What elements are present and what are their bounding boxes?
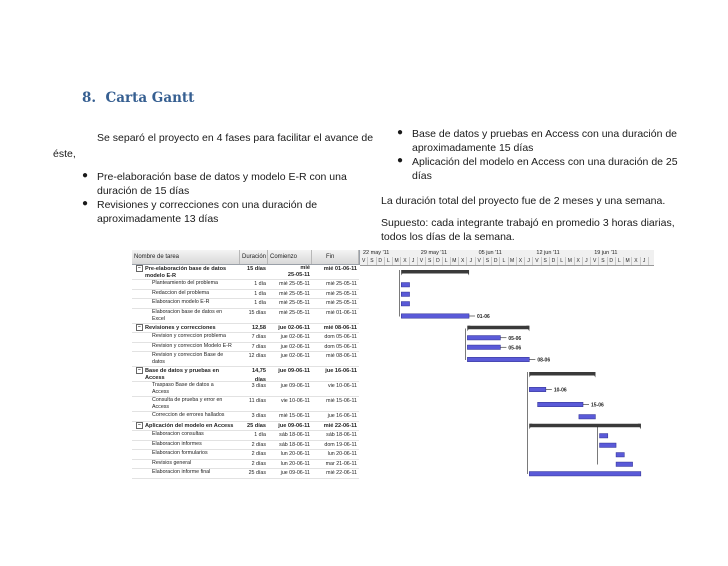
task-start: jue 02-06-11 bbox=[280, 334, 310, 340]
task-name-text: Planteamiento del problema bbox=[152, 280, 218, 286]
task-duration: 2 días bbox=[251, 451, 266, 457]
task-name-text: modelo E-R bbox=[145, 272, 177, 279]
task-end: dom 05-06-11 bbox=[324, 343, 357, 350]
task-name bbox=[132, 299, 240, 308]
gantt-task-row bbox=[132, 382, 359, 397]
gantt-chart bbox=[132, 250, 654, 566]
task-name-text: datos bbox=[152, 359, 165, 365]
gantt-timeline bbox=[360, 250, 654, 566]
gantt-task-row bbox=[132, 450, 359, 460]
task-duration: 25 días bbox=[247, 422, 266, 429]
day-label: M bbox=[566, 257, 574, 265]
task-bar bbox=[616, 462, 633, 466]
right-bullet-2-line-1: Aplicación del modelo en Access con una duración de 25 bbox=[412, 156, 678, 168]
task-name-text: Traspaso Base de datos a bbox=[152, 382, 214, 388]
task-start: mié 15-06-11 bbox=[279, 413, 310, 419]
week-label: 12 jun '11 bbox=[536, 250, 560, 256]
task-name bbox=[132, 397, 240, 411]
day-label: X bbox=[517, 257, 525, 265]
task-duration: 7 días bbox=[251, 343, 266, 350]
day-label: J bbox=[467, 257, 475, 265]
day-label: X bbox=[401, 257, 409, 265]
task-name-text: Elaboracion informes bbox=[152, 440, 202, 447]
task-name bbox=[132, 343, 240, 352]
header-start: Comienzo bbox=[268, 250, 312, 264]
day-label: X bbox=[575, 257, 583, 265]
task-name bbox=[132, 450, 240, 459]
day-label: J bbox=[583, 257, 591, 265]
milestone-label: 05-06 bbox=[508, 335, 522, 342]
day-label: D bbox=[608, 257, 616, 265]
gantt-summary-row bbox=[132, 324, 359, 334]
task-start: lun 20-06-11 bbox=[280, 460, 310, 467]
task-name-text: Revisios general bbox=[152, 459, 192, 466]
task-name bbox=[132, 290, 240, 299]
gantt-task-row bbox=[132, 309, 359, 324]
day-label: M bbox=[624, 257, 632, 265]
task-bar bbox=[529, 472, 641, 476]
day-label: J bbox=[641, 257, 649, 265]
bullet-dot: ● bbox=[82, 198, 89, 209]
task-duration: 2 días bbox=[251, 441, 266, 448]
gantt-task-row bbox=[132, 343, 359, 353]
gantt-summary-row bbox=[132, 422, 359, 432]
task-end: dom 05-06-11 bbox=[324, 334, 357, 340]
right-bullet-1-line-2: aproximadamente 15 días bbox=[412, 142, 534, 154]
task-start: mié 25-05-11 bbox=[279, 300, 310, 306]
task-end: vie 10-06-11 bbox=[327, 383, 357, 389]
task-name bbox=[132, 412, 240, 421]
task-name-text: Correccion de errores hallados bbox=[152, 412, 225, 418]
week-label: 29 may '11 bbox=[420, 250, 448, 256]
task-name bbox=[132, 324, 240, 333]
task-duration: 1 día bbox=[254, 281, 266, 287]
task-start: mié 25-05-11 bbox=[279, 309, 310, 316]
day-label: L bbox=[385, 257, 393, 265]
task-start: lun 20-06-11 bbox=[280, 451, 310, 457]
task-bar bbox=[401, 314, 469, 318]
task-name-text: Elaboracion formularios bbox=[152, 450, 208, 456]
task-name-text: Access bbox=[145, 374, 165, 381]
task-name-text: Elaboracion base de datos en bbox=[152, 308, 223, 315]
day-label: S bbox=[542, 257, 550, 265]
intro-line-2: éste, bbox=[53, 148, 76, 160]
day-label: V bbox=[591, 257, 599, 265]
left-bullet-2-line-2: aproximadamente 13 días bbox=[97, 213, 219, 225]
gantt-table-header bbox=[132, 250, 359, 265]
task-duration: 11 días bbox=[249, 398, 266, 404]
section-title: Carta Gantt bbox=[105, 90, 195, 106]
task-start: mié 25-05-11 bbox=[279, 290, 310, 297]
task-duration: 7 días bbox=[251, 334, 266, 340]
task-start: jue 09-06-11 bbox=[278, 368, 310, 374]
task-duration: 1 día bbox=[254, 432, 266, 438]
gantt-task-row bbox=[132, 441, 359, 451]
task-name bbox=[132, 382, 240, 396]
day-label: X bbox=[459, 257, 467, 265]
task-bar bbox=[600, 443, 617, 447]
right-bullet-1-line-1: Base de datos y pruebas en Access con una duración de bbox=[412, 128, 678, 140]
task-end: dom 19-06-11 bbox=[324, 441, 357, 448]
task-name bbox=[132, 265, 240, 279]
bullet-dot: ● bbox=[397, 127, 404, 138]
task-name-text: Access bbox=[152, 404, 170, 410]
gantt-task-row bbox=[132, 412, 359, 422]
day-label: L bbox=[558, 257, 566, 265]
task-end: mié 25-05-11 bbox=[326, 300, 357, 306]
left-bullet-1-line-1: Pre-elaboración base de datos y modelo E-R con una bbox=[97, 171, 347, 183]
task-end: mié 08-06-11 bbox=[323, 324, 357, 331]
task-duration: 2 días bbox=[251, 460, 266, 467]
total-duration-text: La duración total del proyecto fue de 2 meses y una semana. bbox=[381, 195, 666, 207]
left-bullet-2-line-1: Revisiones y correcciones con una duración de bbox=[97, 199, 318, 211]
header-end: Fin bbox=[312, 250, 359, 264]
assumption-line-2: todos los días de la semana. bbox=[381, 231, 515, 243]
task-duration: 3 días bbox=[251, 413, 266, 419]
day-label: D bbox=[377, 257, 385, 265]
task-bar bbox=[579, 415, 596, 419]
gantt-summary-row bbox=[132, 367, 359, 382]
task-end: jue 16-06-11 bbox=[327, 413, 357, 419]
task-duration: 3 días bbox=[251, 383, 266, 389]
task-start: jue 09-06-11 bbox=[278, 422, 310, 429]
task-name-text: Base de datos y pruebas en bbox=[145, 367, 219, 374]
gantt-summary-row bbox=[132, 265, 359, 280]
task-duration: 25 días bbox=[248, 470, 266, 476]
gantt-task-table bbox=[132, 250, 360, 476]
task-duration: 1 día bbox=[254, 290, 266, 297]
day-label: L bbox=[616, 257, 624, 265]
day-label: V bbox=[360, 257, 368, 265]
task-end: mié 08-06-11 bbox=[326, 353, 357, 359]
task-duration: 14,75 días bbox=[252, 368, 266, 381]
gantt-task-row bbox=[132, 280, 359, 290]
collapse-icon: − bbox=[136, 265, 143, 272]
day-label: S bbox=[484, 257, 492, 265]
task-end: mié 25-05-11 bbox=[326, 281, 357, 287]
task-end: mié 22-06-11 bbox=[323, 422, 357, 429]
task-start: jue 09-06-11 bbox=[280, 470, 310, 476]
day-label: S bbox=[368, 257, 376, 265]
milestone-label: 01-06 bbox=[477, 314, 490, 320]
day-label: S bbox=[426, 257, 434, 265]
task-end: mié 22-06-11 bbox=[326, 470, 357, 476]
task-bar bbox=[401, 283, 409, 287]
task-duration: 12,58 bbox=[252, 324, 266, 331]
day-label: M bbox=[509, 257, 517, 265]
task-start: jue 02-06-11 bbox=[280, 353, 310, 359]
day-label: J bbox=[410, 257, 418, 265]
milestone-label: 10-06 bbox=[553, 387, 567, 394]
task-end: mié 15-06-11 bbox=[326, 398, 357, 404]
task-bar bbox=[401, 302, 409, 306]
task-end: mié 01-06-11 bbox=[323, 266, 357, 272]
task-start: vie 10-06-11 bbox=[280, 398, 310, 404]
day-label: X bbox=[632, 257, 640, 265]
task-name bbox=[132, 367, 240, 381]
milestone-label: 08-06 bbox=[537, 357, 551, 364]
task-bar bbox=[467, 345, 500, 349]
task-name bbox=[132, 280, 240, 289]
task-name bbox=[132, 422, 240, 431]
task-name-text: Access bbox=[152, 389, 170, 395]
task-duration: 15 días bbox=[247, 266, 266, 272]
day-label: D bbox=[434, 257, 442, 265]
intro-line-1: Se separó el proyecto en 4 fases para facilitar el avance de bbox=[97, 132, 374, 144]
task-start: sáb 18-06-11 bbox=[279, 441, 310, 448]
task-name-text: Aplicación del modelo en Access bbox=[145, 422, 234, 429]
week-label: 22 may '11 bbox=[363, 250, 390, 256]
gantt-task-row bbox=[132, 352, 359, 367]
task-name-text: Pre-elaboración base de datos bbox=[145, 265, 227, 272]
bullet-dot: ● bbox=[397, 155, 404, 166]
day-label: L bbox=[443, 257, 451, 265]
task-name-text: Elaboracion modelo E-R bbox=[152, 299, 210, 305]
task-start: sáb 18-06-11 bbox=[279, 432, 310, 438]
task-bar bbox=[467, 357, 529, 361]
day-label: J bbox=[525, 257, 533, 265]
bullet-dot: ● bbox=[82, 170, 89, 181]
day-label: D bbox=[550, 257, 558, 265]
summary-bar bbox=[467, 326, 529, 330]
task-name bbox=[132, 333, 240, 342]
task-name-text: Revision y correccion Base de bbox=[152, 352, 224, 358]
summary-bar bbox=[401, 270, 469, 274]
section-number: 8. bbox=[82, 90, 97, 106]
day-label: S bbox=[599, 257, 607, 265]
week-label: 05 jun '11 bbox=[478, 250, 502, 256]
day-label: V bbox=[533, 257, 541, 265]
task-end: lun 20-06-11 bbox=[327, 451, 357, 457]
task-duration: 15 días bbox=[248, 309, 266, 316]
task-end: mié 01-06-11 bbox=[326, 309, 357, 316]
day-label: V bbox=[418, 257, 426, 265]
milestone-label: 15-06 bbox=[591, 402, 604, 409]
gantt-task-row bbox=[132, 333, 359, 343]
task-start: jue 02-06-11 bbox=[280, 343, 310, 350]
task-end: mié 25-05-11 bbox=[326, 290, 357, 297]
task-start: jue 02-06-11 bbox=[278, 324, 310, 331]
summary-bar bbox=[529, 372, 595, 376]
task-start: jue 09-06-11 bbox=[280, 383, 310, 389]
task-end: mar 21-06-11 bbox=[325, 460, 357, 467]
day-label: V bbox=[476, 257, 484, 265]
day-label: M bbox=[393, 257, 401, 265]
gantt-task-row bbox=[132, 299, 359, 309]
task-bar bbox=[600, 434, 608, 438]
task-name-text: Consulta de prueba y error en bbox=[152, 397, 223, 403]
task-duration: 12 días bbox=[248, 353, 266, 359]
task-name bbox=[132, 431, 240, 440]
gantt-task-row bbox=[132, 460, 359, 470]
gantt-task-row bbox=[132, 397, 359, 412]
collapse-icon: − bbox=[136, 422, 143, 429]
task-end: sáb 18-06-11 bbox=[326, 432, 357, 438]
task-name-text: Redaccion del problema bbox=[152, 289, 210, 296]
task-name bbox=[132, 352, 240, 366]
task-bar bbox=[538, 402, 583, 406]
task-duration: 1 día bbox=[254, 300, 266, 306]
week-label: 19 jun '11 bbox=[594, 250, 618, 256]
task-name-text: Elaboracion informe final bbox=[152, 469, 211, 475]
task-end: jue 16-06-11 bbox=[325, 368, 357, 374]
gantt-task-row bbox=[132, 431, 359, 441]
summary-bar bbox=[529, 424, 641, 428]
task-name-text: Revision y correccion Modelo E-R bbox=[152, 342, 232, 349]
task-name bbox=[132, 309, 240, 323]
day-label: D bbox=[492, 257, 500, 265]
section-heading bbox=[82, 90, 194, 106]
task-start: mié 25-05-11 bbox=[279, 281, 310, 287]
milestone-label: 05-06 bbox=[508, 345, 522, 352]
collapse-icon: − bbox=[136, 367, 143, 374]
task-name-text: Revision y correccion problema bbox=[152, 333, 226, 339]
task-name bbox=[132, 460, 240, 469]
gantt-task-row bbox=[132, 290, 359, 300]
gantt-bars bbox=[360, 250, 654, 566]
left-bullet-1-line-2: duración de 15 días bbox=[97, 185, 190, 197]
right-bullet-2-line-2: días bbox=[412, 170, 432, 182]
day-label: M bbox=[451, 257, 459, 265]
task-bar bbox=[401, 292, 409, 296]
task-name bbox=[132, 441, 240, 450]
assumption-line-1: Supuesto: cada integrante trabajó en promedio 3 horas diarias, bbox=[381, 217, 675, 229]
task-bar bbox=[467, 336, 500, 340]
gantt-task-row bbox=[132, 469, 359, 479]
day-label: L bbox=[500, 257, 508, 265]
task-name-text: Excel bbox=[152, 315, 165, 322]
task-name-text: Elaboracion consultas bbox=[152, 431, 204, 437]
task-name bbox=[132, 469, 240, 478]
task-bar bbox=[529, 387, 546, 391]
task-bar bbox=[616, 453, 624, 457]
task-start: mié 25-05-11 bbox=[287, 265, 310, 278]
header-task-name: Nombre de tarea bbox=[132, 250, 240, 264]
task-name-text: Revisiones y correcciones bbox=[145, 324, 216, 331]
collapse-icon: − bbox=[136, 324, 143, 331]
header-duration: Duración bbox=[240, 250, 268, 264]
